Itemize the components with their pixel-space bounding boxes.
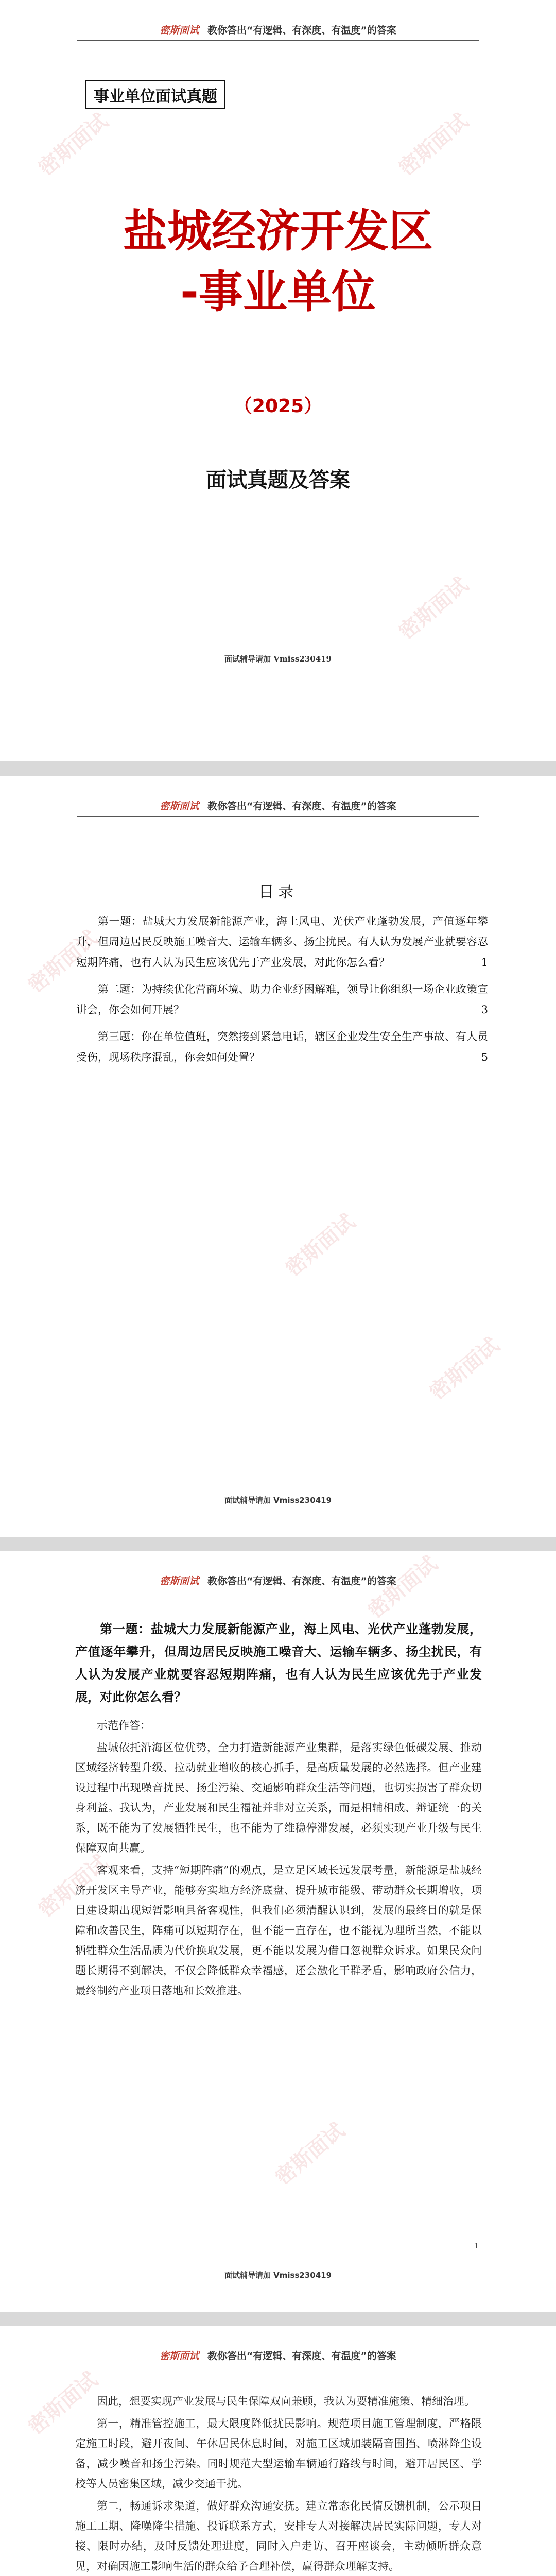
toc-item[interactable] — [76, 1026, 488, 1067]
toc-item-text: 第二题：为持续优化营商环境、助力企业纾困解难，领导让你组织一场企业政策宣讲会，你会如何开展？ — [76, 983, 488, 1016]
toc-item-text: 第三题：你在单位值班，突然接到紧急电话，辖区企业发生安全生产事故、有人员受伤，现场秩序混乱，你会如何处置？ — [76, 1030, 488, 1063]
cover-title-line1: 盐城经济开发区 — [123, 206, 433, 257]
brand-slogan: 教你答出“有逻辑、有深度、有温度”的答案 — [207, 801, 396, 812]
header-rule — [77, 40, 479, 41]
cover-subtitle: 面试真题及答案 — [206, 468, 350, 492]
page-header — [0, 1573, 556, 1587]
toc-item[interactable] — [76, 979, 488, 1020]
toc-title: 目录 — [258, 883, 298, 901]
page-footer: 面试辅导请加 Vmiss230419 — [224, 2270, 332, 2280]
toc-item-page: 1 — [481, 956, 488, 969]
toc-item[interactable] — [76, 911, 488, 973]
cover-contact: 面试辅导请加 Vmiss230419 — [224, 654, 332, 664]
brand-name: 密斯面试 — [160, 1575, 199, 1587]
watermark: 密斯面试 — [34, 1851, 113, 1922]
answer-paragraph: 盐城依托沿海区位优势，全力打造新能源产业集群，是落实绿色低碳发展、推动区域经济转型升级、拉动就业增收的核心抓手，是高质量发展的必然选择。但产业建设过程中出现噪音扰民、扬尘污染、交通影响群众生活等问题，也切实损害了群众切身利益。我认为，产业发展和民生福祉并非对立关系，而是相辅相成、辩证统一的关系，既不能为了发展牺牲民生，也不能为了维稳停滞发展，必须实现产业升级与民生保障双向共赢。 — [75, 1741, 482, 1854]
brand-name: 密斯面试 — [160, 2350, 199, 2362]
watermark: 密斯面试 — [394, 573, 473, 645]
cover-year: （2025） — [233, 396, 323, 417]
watermark: 密斯面试 — [271, 2119, 350, 2190]
answer-page-1 — [0, 1551, 556, 2312]
toc-item-page: 5 — [481, 1051, 488, 1063]
brand-slogan: 教你答出“有逻辑、有深度、有温度”的答案 — [207, 2350, 396, 2362]
brand-name: 密斯面试 — [160, 801, 199, 812]
toc-list — [76, 911, 488, 1074]
watermark: 密斯面试 — [24, 926, 102, 998]
watermark: 密斯面试 — [281, 1210, 360, 1281]
page-header — [0, 799, 556, 812]
toc-item-text: 第一题：盐城大力发展新能源产业，海上风电、光伏产业蓬勃发展，产值逐年攀升，但周边居民反映施工噪音大、运输车辆多、扬尘扰民。有人认为发展产业就要容忍短期阵痛，也有人认为民生应该优先于产业发展，对此你怎么看？ — [76, 915, 488, 969]
cover-title-line2: -事业单位 — [180, 266, 376, 318]
question-heading: 第一题：盐城大力发展新能源产业，海上风电、光伏产业蓬勃发展，产值逐年攀升，但周边居民反映施工噪音大、运输车辆多、扬尘扰民，有人认为发展产业就要容忍短期阵痛，也有人认为民生应该优先于产业发展，对此你怎么看？ — [75, 1622, 482, 1704]
page-header — [0, 2348, 556, 2362]
toc-item-page: 3 — [481, 1004, 488, 1016]
cover-page — [0, 0, 556, 761]
answer-paragraph: 客观来看，支持“短期阵痛”的观点，是立足区域长远发展考量，新能源是盐城经济开发区主导产业，能够夯实地方经济底盘、提升城市能级、带动群众长期增收，项目建设期出现短暂影响具备客观性，但我们必须清醒认识到，发展的最终目的就是保障和改善民生，阵痛可以短期存在，但不能一直存在，也不能视为理所当然，不能以牺牲群众生活品质为代价换取发展，更不能以发展为借口忽视群众诉求。如果民众问题长期得不到解决，不仅会降低群众幸福感，还会激化干群矛盾，影响政府公信力，最终制约产业项目落地和长效推进。 — [75, 1864, 482, 1997]
header-rule — [77, 816, 479, 817]
page-number: 1 — [474, 2242, 479, 2250]
cover-title — [0, 201, 556, 323]
answer-paragraph: 第二，畅通诉求渠道，做好群众沟通安抚。建立常态化民情反馈机制，公示项目施工工期、降噪降尘措施、投诉联系方式，安排专人对接解决居民实际问题，专人对接、限时办结，及时反馈处理进度，同时入户走访、召开座谈会，主动倾听群众意见，对确因施工影响生活的群众给予合理补偿，赢得群众理解支持。 — [75, 2500, 482, 2572]
answer-label: 示范作答： — [97, 1719, 151, 1732]
watermark: 密斯面试 — [363, 1552, 442, 1623]
brand-slogan: 教你答出“有逻辑、有深度、有温度”的答案 — [207, 25, 396, 36]
brand-name: 密斯面试 — [160, 25, 199, 36]
answer-paragraph: 因此，想要实现产业发展与民生保障双向兼顾，我认为要精准施策、精细治理。 — [97, 2395, 475, 2408]
watermark: 密斯面试 — [394, 109, 473, 181]
watermark: 密斯面试 — [425, 1333, 504, 1405]
watermark: 密斯面试 — [24, 2368, 102, 2439]
answer-paragraph: 第一，精准管控施工，最大限度降低扰民影响。规范项目施工管理制度，严格限定施工时段，避开夜间、午休居民休息时间，对施工区域加装隔音围挡、喷淋降尘设备，减少噪音和扬尘污染。同时规范大型运输车辆通行路线与时间，避开居民区、学校等人员密集区域，减少交通干扰。 — [75, 2417, 482, 2490]
answer-page-2 — [0, 2326, 556, 2576]
page-header — [0, 23, 556, 37]
toc-page — [0, 776, 556, 1537]
brand-slogan: 教你答出“有逻辑、有深度、有温度”的答案 — [207, 1575, 396, 1587]
cover-category-label: 事业单位面试真题 — [85, 80, 225, 109]
watermark: 密斯面试 — [34, 109, 113, 181]
answer-body — [75, 1618, 482, 2003]
answer-body — [75, 2392, 482, 2576]
page-footer: 面试辅导请加 Vmiss230419 — [224, 1496, 332, 1505]
